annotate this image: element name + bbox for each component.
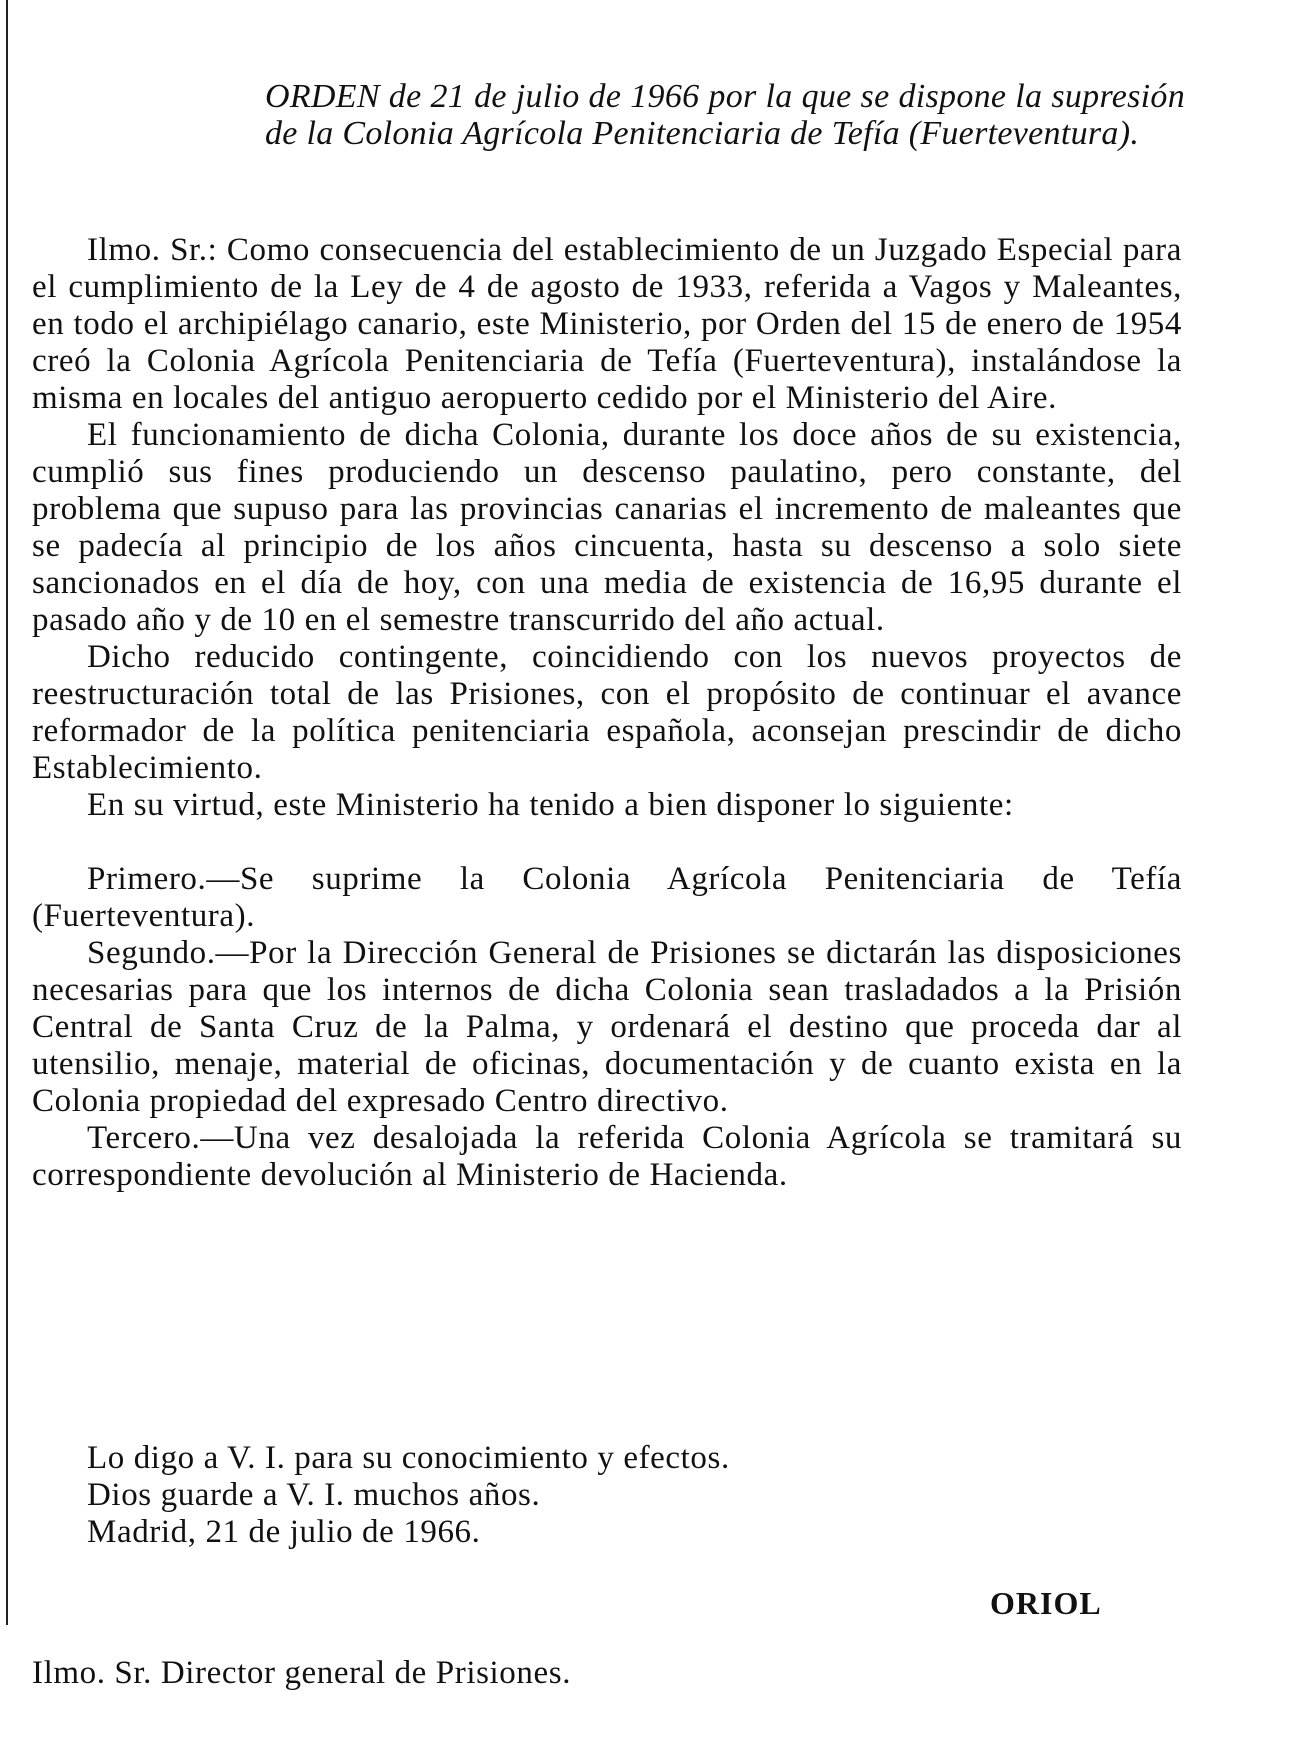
paragraph-contingent: Dicho reducido contingente, coincidiendo con los nuevos proyectos de reestructuración total de las Prisiones, con el propósito de continuar el avance reformador de la política penitenciaria española, aconsejan prescindir de dicho Establecimiento. — [32, 639, 1182, 786]
paragraph-preamble: Ilmo. Sr.: Como consecuencia del establecimiento de un Juzgado Especial para el cumplimiento de la Ley de 4 de agosto de 1933, referida a Vagos y Maleantes, en todo el archipiélago canario, este Ministerio, por Orden del 15 de enero de 1954 creó la Colonia Agrícola Penitenciaria de Tefía (Fuerteventura), instalándose la misma en locales del antiguo aeropuerto cedido por el Ministerio del Aire. — [32, 232, 1182, 416]
closing-line-knowledge: Lo digo a V. I. para su conocimiento y efectos. — [87, 1440, 730, 1476]
paragraph-tercero: Tercero.—Una vez desalojada la referida Colonia Agrícola se tramitará su correspondiente devolución al Ministerio de Hacienda. — [32, 1120, 1182, 1193]
closing-line-blessing: Dios guarde a V. I. muchos años. — [87, 1477, 541, 1513]
closing-formula — [87, 1440, 1087, 1551]
signature: ORIOL — [990, 1585, 1102, 1621]
margin-rule — [6, 0, 8, 1625]
paragraph-segundo: Segundo.—Por la Dirección General de Prisiones se dictarán las disposiciones necesarias para que los internos de dicha Colonia sean trasladados a la Prisión Central de Santa Cruz de la Palma, y ordenará el destino que proceda dar al utensilio, menaje, material de oficinas, documentación y de cuanto exista en la Colonia propiedad del expresado Centro directivo. — [32, 935, 1182, 1119]
order-body — [32, 232, 1182, 1194]
closing-line-date: Madrid, 21 de julio de 1966. — [87, 1514, 481, 1550]
paragraph-functioning: El funcionamiento de dicha Colonia, durante los doce años de su existencia, cumplió sus fines produciendo un descenso paulatino, pero constante, del problema que supuso para las provincias canarias el incremento de maleantes que se padecía al principio de los años cincuenta, hasta su descenso a solo siete sancionados en el día de hoy, con una media de existencia de 16,95 durante el pasado año y de 10 en el semestre transcurrido del año actual. — [32, 417, 1182, 638]
recipient-line: Ilmo. Sr. Director general de Prisiones. — [32, 1655, 572, 1691]
order-title: ORDEN de 21 de julio de 1966 por la que se dispone la supresión de la Colonia Agrícola Penitenciaria de Tefía (Fuerteventura). — [265, 78, 1185, 152]
paragraph-virtue: En su virtud, este Ministerio ha tenido a bien disponer lo siguiente: — [87, 787, 1014, 823]
paragraph-primero: Primero.—Se suprime la Colonia Agrícola Penitenciaria de Tefía (Fuerteventura). — [32, 861, 1182, 934]
